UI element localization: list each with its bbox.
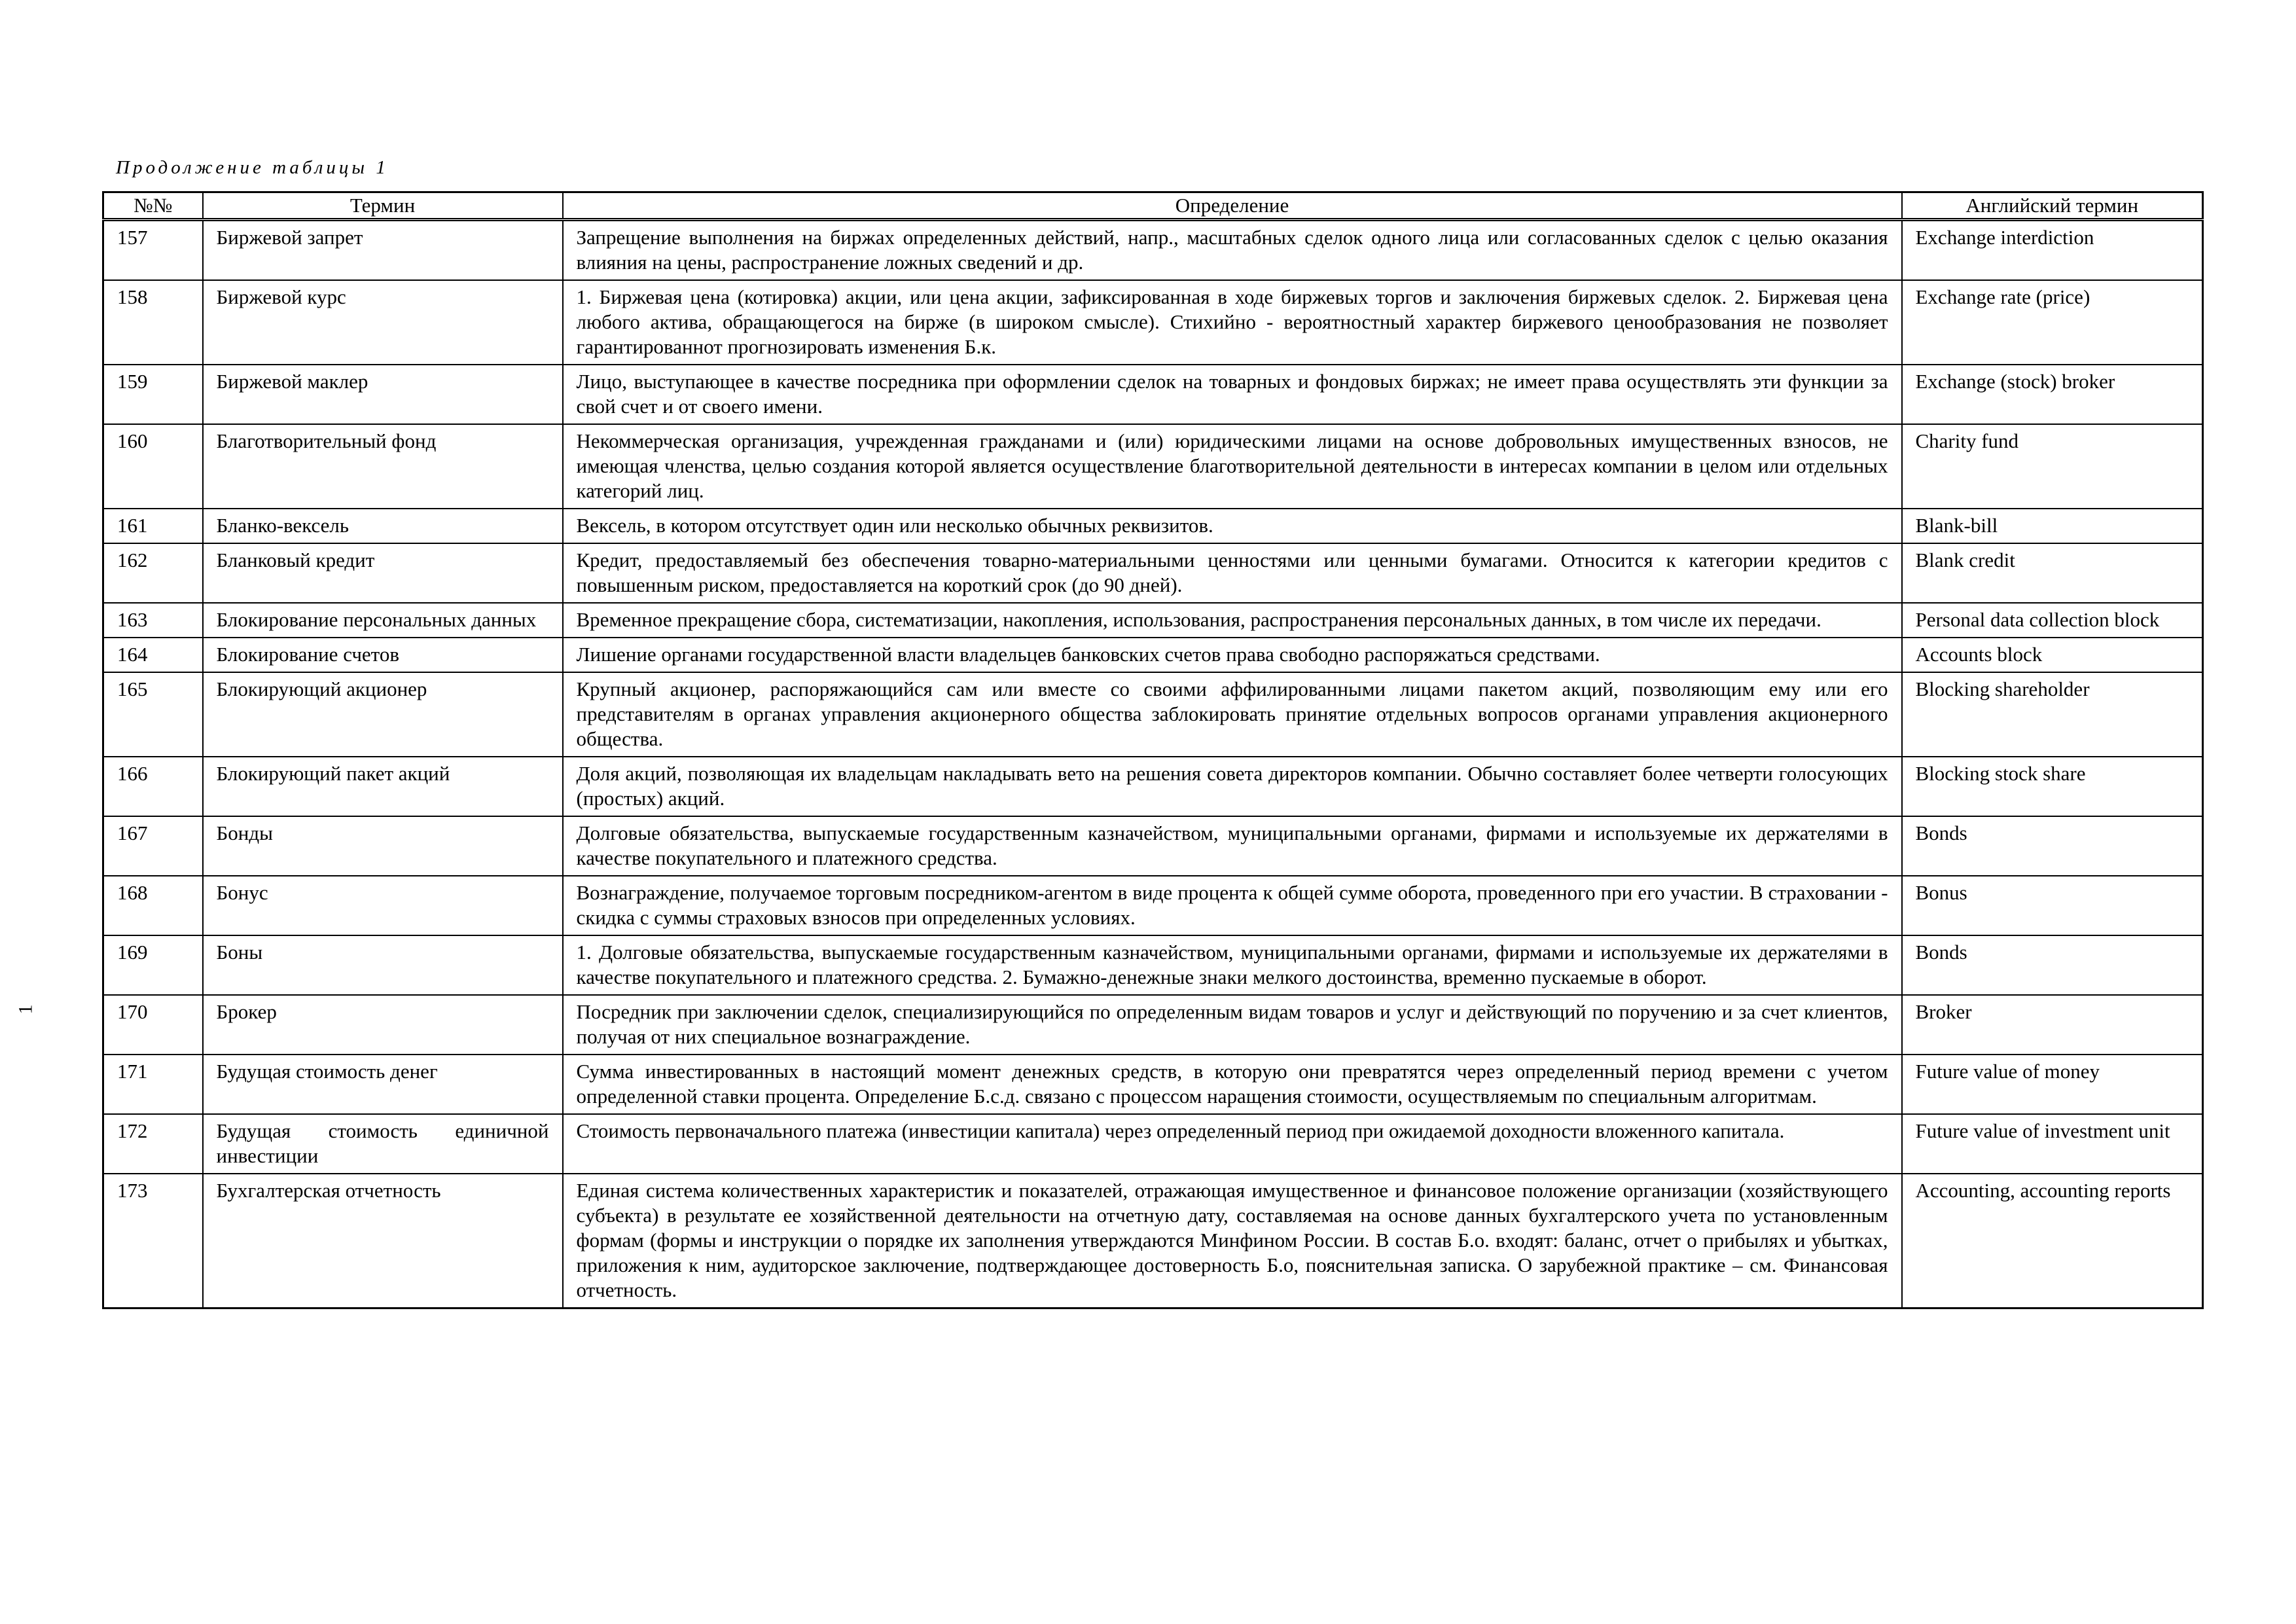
row-english-term: Charity fund <box>1902 424 2203 509</box>
row-definition: Сумма инвестированных в настоящий момент денежных средств, в которую они превратятся через определенный период времени с учетом определенной ставки процента. Определение Б.с.д. связано с процессом наращения стоимости, осуществляемым по специальным алгоритмам. <box>563 1055 1902 1114</box>
row-english-term: Exchange (stock) broker <box>1902 365 2203 424</box>
row-english-term: Bonds <box>1902 935 2203 995</box>
row-number: 165 <box>103 672 203 757</box>
table-caption: Продолжение таблицы 1 <box>116 157 389 178</box>
table-row <box>103 757 2203 816</box>
row-term: Бонды <box>203 816 563 876</box>
row-term: Боны <box>203 935 563 995</box>
table-row <box>103 876 2203 935</box>
row-english-term: Bonus <box>1902 876 2203 935</box>
row-definition: Крупный акционер, распоряжающийся сам или вместе со своими аффилированными лицами пакетом акций, позволяющим ему или его представителям в органах управления акционерного общества заблокировать принятие отдельных вопросов органами управления акционерного общества. <box>563 672 1902 757</box>
row-term: Блокирующий пакет акций <box>203 757 563 816</box>
table-row <box>103 365 2203 424</box>
header-term: Термин <box>203 192 563 220</box>
row-english-term: Future value of investment unit <box>1902 1114 2203 1174</box>
row-definition: Долговые обязательства, выпускаемые государственным казначейством, муниципальными органами, фирмами и используемые их держателями в качестве покупательного и платежного средства. <box>563 816 1902 876</box>
row-english-term: Exchange rate (price) <box>1902 280 2203 365</box>
table-row <box>103 935 2203 995</box>
row-english-term: Bonds <box>1902 816 2203 876</box>
row-definition: Временное прекращение сбора, систематизации, накопления, использования, распространения персональных данных, в том числе их передачи. <box>563 603 1902 638</box>
table-body <box>103 220 2203 1308</box>
table-row <box>103 995 2203 1055</box>
row-term: Бонус <box>203 876 563 935</box>
row-number: 169 <box>103 935 203 995</box>
row-term: Биржевой маклер <box>203 365 563 424</box>
row-term: Блокирование счетов <box>203 638 563 672</box>
row-definition: Лицо, выступающее в качестве посредника при оформлении сделок на товарных и фондовых биржах; не имеет права осуществлять эти функции за свой счет и от своего имени. <box>563 365 1902 424</box>
row-number: 160 <box>103 424 203 509</box>
row-english-term: Broker <box>1902 995 2203 1055</box>
row-english-term: Personal data collection block <box>1902 603 2203 638</box>
row-term: Бланко-вексель <box>203 509 563 543</box>
row-english-term: Blank credit <box>1902 543 2203 603</box>
row-number: 163 <box>103 603 203 638</box>
row-definition: 1. Биржевая цена (котировка) акции, или цена акции, зафиксированная в ходе биржевых торгов и заключения биржевых сделок. 2. Биржевая цена любого актива, обращающегося на бирже (в широком смысле). Стихийно - вероятностный характер биржевого ценообразования не позволяет гарантированнот прогнозировать изменения Б.к. <box>563 280 1902 365</box>
table-row <box>103 424 2203 509</box>
row-english-term: Blocking shareholder <box>1902 672 2203 757</box>
row-definition: Вексель, в котором отсутствует один или несколько обычных реквизитов. <box>563 509 1902 543</box>
row-english-term: Blocking stock share <box>1902 757 2203 816</box>
row-definition: Запрещение выполнения на биржах определенных действий, напр., масштабных сделок одного лица или согласованных сделок с целью оказания влияния на цены, распространение ложных сведений и др. <box>563 220 1902 281</box>
row-term: Будущая стоимость единичной инвестиции <box>203 1114 563 1174</box>
row-term: Бухгалтерская отчетность <box>203 1174 563 1308</box>
page-side-mark: 1 <box>14 1004 37 1015</box>
row-english-term: Blank-bill <box>1902 509 2203 543</box>
row-definition: Стоимость первоначального платежа (инвестиции капитала) через определенный период при ожидаемой доходности вложенного капитала. <box>563 1114 1902 1174</box>
row-number: 168 <box>103 876 203 935</box>
row-term: Блокирование персональных данных <box>203 603 563 638</box>
row-number: 172 <box>103 1114 203 1174</box>
row-definition: Доля акций, позволяющая их владельцам накладывать вето на решения совета директоров компании. Обычно составляет более четверти голосующих (простых) акций. <box>563 757 1902 816</box>
row-term: Бланковый кредит <box>203 543 563 603</box>
row-term: Брокер <box>203 995 563 1055</box>
table-row <box>103 280 2203 365</box>
table-row <box>103 816 2203 876</box>
row-number: 158 <box>103 280 203 365</box>
row-term: Благотворительный фонд <box>203 424 563 509</box>
row-term: Будущая стоимость денег <box>203 1055 563 1114</box>
row-english-term: Exchange interdiction <box>1902 220 2203 281</box>
row-definition: Единая система количественных характеристик и показателей, отражающая имущественное и финансовое положение организации (хозяйствующего субъекта) в результате ее хозяйственной деятельности на отчетную дату, составляемая на основе данных бухгалтерского учета по установленным формам (формы и инструкции о порядке их заполнения утверждаются Минфином России. В состав Б.о. входят: баланс, отчет о прибылях и убытках, приложения к ним, аудиторское заключение, подтверждающее достоверность Б.о, пояснительная записка. О зарубежной практике – см. Финансовая отчетность. <box>563 1174 1902 1308</box>
row-definition: 1. Долговые обязательства, выпускаемые государственным казначейством, муниципальными органами, фирмами и используемые их держателями в качестве покупательного и платежного средства. 2. Бумажно-денежные знаки мелкого достоинства, временно пускаемые в оборот. <box>563 935 1902 995</box>
table-row <box>103 509 2203 543</box>
row-number: 166 <box>103 757 203 816</box>
row-term: Блокирующий акционер <box>203 672 563 757</box>
row-number: 171 <box>103 1055 203 1114</box>
row-term: Биржевой курс <box>203 280 563 365</box>
header-num: №№ <box>103 192 203 220</box>
row-english-term: Accounts block <box>1902 638 2203 672</box>
header-definition: Определение <box>563 192 1902 220</box>
row-definition: Посредник при заключении сделок, специализирующийся по определенным видам товаров и услуг и действующий по поручению и за счет клиентов, получая от них специальное вознаграждение. <box>563 995 1902 1055</box>
row-number: 167 <box>103 816 203 876</box>
row-english-term: Accounting, accounting reports <box>1902 1174 2203 1308</box>
table-row <box>103 220 2203 281</box>
row-number: 162 <box>103 543 203 603</box>
row-number: 170 <box>103 995 203 1055</box>
row-number: 164 <box>103 638 203 672</box>
row-number: 157 <box>103 220 203 281</box>
row-definition: Вознаграждение, получаемое торговым посредником-агентом в виде процента к общей сумме оборота, проведенного при его участии. В страховании - скидка с суммы страховых взносов при определенных условиях. <box>563 876 1902 935</box>
row-definition: Некоммерческая организация, учрежденная гражданами и (или) юридическими лицами на основе добровольных имущественных взносов, не имеющая членства, целью создания которой является осуществление благотворительной деятельности в интересах компании в целом или отдельных категорий лиц. <box>563 424 1902 509</box>
row-term: Биржевой запрет <box>203 220 563 281</box>
table-row <box>103 672 2203 757</box>
table-row <box>103 1174 2203 1308</box>
table-header <box>103 192 2203 220</box>
table-row <box>103 1114 2203 1174</box>
table-row <box>103 638 2203 672</box>
row-number: 159 <box>103 365 203 424</box>
table-row <box>103 603 2203 638</box>
row-definition: Лишение органами государственной власти владельцев банковских счетов права свободно распоряжаться средствами. <box>563 638 1902 672</box>
glossary-table <box>102 191 2204 1309</box>
row-number: 173 <box>103 1174 203 1308</box>
row-english-term: Future value of money <box>1902 1055 2203 1114</box>
table-row <box>103 543 2203 603</box>
table-row <box>103 1055 2203 1114</box>
row-number: 161 <box>103 509 203 543</box>
row-definition: Кредит, предоставляемый без обеспечения товарно-материальными ценностями или ценными бумагами. Относится к категории кредитов с повышенным риском, предоставляется на короткий срок (до 90 дней). <box>563 543 1902 603</box>
header-english: Английский термин <box>1902 192 2203 220</box>
